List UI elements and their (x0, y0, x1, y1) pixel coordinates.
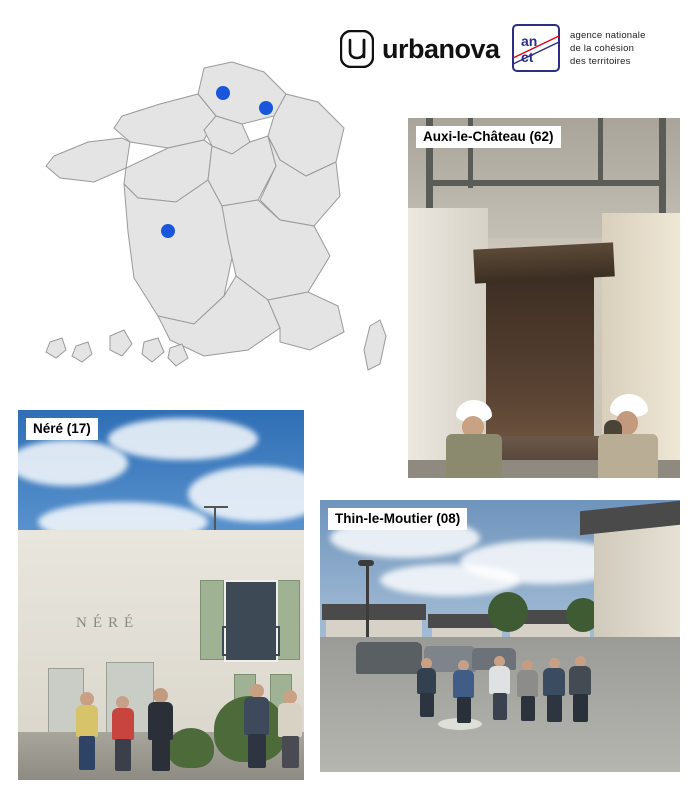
street-lamp-head (358, 560, 374, 566)
photo-nere-caption: Néré (17) (26, 418, 98, 440)
anct-tagline (570, 29, 646, 68)
urbanova-wordmark (382, 34, 500, 65)
overseas-territories (46, 330, 188, 366)
house-left-roof (322, 604, 426, 620)
person-top (244, 697, 269, 735)
person-legs (115, 739, 131, 771)
cloud-3 (380, 564, 520, 596)
anct-square-logo-icon (512, 24, 560, 72)
person-legs (79, 736, 95, 770)
photo-auxi-caption: Auxi-le-Château (62) (416, 126, 561, 148)
photo-auxi-person-right (588, 394, 666, 478)
person-top (148, 702, 173, 740)
photo-thin-person-1 (416, 658, 438, 716)
person-head (80, 692, 94, 706)
window-balcony-rail (222, 626, 280, 656)
cloud-2 (108, 418, 258, 460)
photo-thin-caption: Thin-le-Moutier (08) (328, 508, 467, 530)
person-head (250, 684, 264, 698)
photo-thin-person-3 (488, 656, 512, 720)
svg-text:ct: ct (521, 49, 534, 65)
parked-car-1 (356, 642, 422, 674)
person-legs (152, 739, 170, 771)
person-legs (420, 693, 434, 717)
photo-nere-person-5 (276, 690, 304, 768)
anct-tagline-line2: de la cohésion (570, 42, 635, 54)
france-regions (46, 62, 386, 370)
urbanova-wordmark-secondary: nova (438, 33, 500, 64)
photo-nere[interactable] (18, 410, 304, 780)
person-top (489, 666, 510, 694)
map-marker-auxi-le-chateau[interactable] (216, 86, 230, 100)
tree-1 (488, 592, 528, 632)
photo-nere-person-3 (146, 688, 176, 770)
antenna-crossbar (204, 506, 228, 508)
person-legs (457, 697, 471, 723)
svg-text:an: an (521, 33, 538, 49)
photo-thin-person-2 (452, 660, 476, 722)
logo-row (330, 24, 680, 88)
person-top (517, 670, 538, 697)
photo-nere-person-1 (74, 692, 100, 770)
person-legs (521, 696, 535, 721)
map-marker-nere[interactable] (161, 224, 175, 238)
person-top (569, 666, 591, 695)
anct-tagline-line3: des territoires (570, 55, 631, 67)
person-top (112, 708, 134, 740)
urbanova-logo (340, 30, 500, 68)
person-jacket (446, 434, 502, 478)
photo-nere-facade-lettering: NÉRÉ (76, 615, 140, 631)
person-legs (493, 693, 507, 720)
photo-thin-person-4 (516, 660, 540, 720)
photo-nere-person-2 (110, 696, 136, 770)
person-top (278, 703, 302, 737)
person-legs (573, 694, 588, 722)
person-head (283, 690, 297, 704)
person-legs (248, 734, 266, 768)
person-top (417, 668, 436, 694)
photo-nere-person-4 (242, 684, 272, 768)
photo-auxi-person-left (438, 400, 510, 478)
photo-thin-person-5 (542, 658, 568, 722)
urbanova-monogram-icon (340, 30, 374, 68)
anct-tagline-line1: agence nationale (570, 29, 646, 41)
person-top (543, 668, 565, 696)
anct-logo (512, 24, 646, 72)
shutter-left (200, 580, 224, 660)
urbanova-wordmark-primary: urba (382, 33, 439, 64)
scaffold-beam-top (426, 180, 666, 186)
photo-auxi-le-chateau[interactable] (408, 118, 680, 478)
person-top (76, 705, 98, 737)
scaffold-post-inner-2 (598, 118, 603, 186)
person-legs (547, 695, 562, 722)
person-head (153, 688, 168, 703)
person-legs (282, 736, 299, 768)
person-coat (598, 434, 658, 478)
person-top (453, 670, 474, 698)
photo-thin-le-moutier[interactable] (320, 500, 680, 772)
map-marker-thin-le-moutier[interactable] (259, 101, 273, 115)
photo-thin-person-6 (568, 656, 594, 722)
